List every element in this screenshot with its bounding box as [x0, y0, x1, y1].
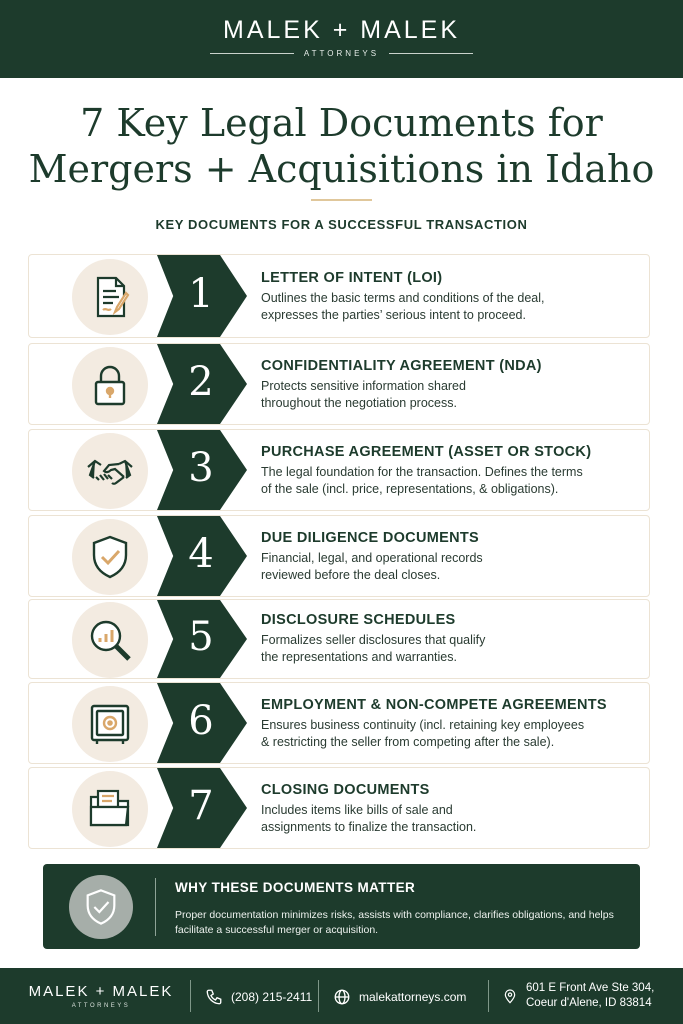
why-divider — [155, 878, 156, 936]
brand-subtitle: ATTORNEYS — [303, 48, 380, 58]
document-desc-6: Ensures business continuity (incl. retaining key employees & restricting the seller from competing after the sale). — [261, 718, 585, 749]
document-title-5: DISCLOSURE SCHEDULES — [261, 612, 456, 628]
document-desc-5: Formalizes seller disclosures that qualify the representations and warranties. — [261, 633, 486, 664]
safe-icon — [72, 686, 148, 762]
document-card-4 — [28, 515, 650, 597]
footer-brand — [26, 983, 176, 1009]
document-number-4: 4 — [188, 531, 214, 577]
globe-icon — [333, 988, 351, 1006]
footer-separator — [488, 980, 489, 1012]
document-desc-4: Financial, legal, and operational records reviewed before the deal closes. — [261, 551, 483, 582]
phone-icon — [205, 988, 223, 1006]
brand-rule-right — [389, 53, 473, 54]
folder-icon — [72, 771, 148, 847]
handshake-icon — [72, 433, 148, 509]
document-number-6: 6 — [188, 698, 214, 744]
document-desc-2: Protects sensitive information shared throughout the negotiation process. — [261, 379, 466, 410]
document-card-7 — [28, 767, 650, 849]
document-number-2: 2 — [188, 359, 214, 405]
footer-website[interactable] — [333, 988, 466, 1006]
shield-check-icon — [72, 519, 148, 595]
document-title-4: DUE DILIGENCE DOCUMENTS — [261, 530, 479, 546]
document-desc-3: The legal foundation for the transaction. Defines the terms of the sale (incl. price, representations, & obligations). — [261, 465, 583, 496]
footer-phone[interactable] — [205, 988, 312, 1006]
why-documents-matter-box — [43, 864, 640, 949]
footer-separator — [318, 980, 319, 1012]
document-desc-7: Includes items like bills of sale and assignments to finalize the transaction. — [261, 803, 477, 834]
brand-rule-left — [210, 53, 294, 54]
brand-name: MALEK + MALEK — [223, 16, 460, 44]
document-title-6: EMPLOYMENT & NON-COMPETE AGREEMENTS — [261, 697, 607, 713]
brand-sub-row — [210, 47, 473, 59]
document-card-3 — [28, 429, 650, 511]
why-text: Proper documentation minimizes risks, assists with compliance, clarifies obligations, and helps facilitate a successful merger or acquisition. — [175, 909, 614, 936]
footer-brand-subtitle: ATTORNEYS — [71, 1003, 131, 1009]
document-title-7: CLOSING DOCUMENTS — [261, 782, 430, 798]
document-desc-1: Outlines the basic terms and conditions of the deal, expresses the parties’ serious intent to proceed. — [261, 291, 545, 322]
footer-separator — [190, 980, 191, 1012]
magnifier-chart-icon — [72, 602, 148, 678]
footer-bar — [0, 968, 683, 1024]
document-title-3: PURCHASE AGREEMENT (ASSET OR STOCK) — [261, 444, 592, 460]
document-card-2 — [28, 343, 650, 425]
document-card-5 — [28, 599, 650, 679]
why-title: WHY THESE DOCUMENTS MATTER — [175, 880, 416, 895]
document-number-5: 5 — [188, 614, 214, 660]
title-line-2: Mergers + Acquisitions in Idaho — [28, 147, 655, 191]
shield-check-icon — [69, 875, 133, 939]
document-card-1 — [28, 254, 650, 338]
section-subtitle: KEY DOCUMENTS FOR A SUCCESSFUL TRANSACTION — [155, 217, 528, 232]
page-title — [0, 100, 683, 192]
padlock-icon — [72, 347, 148, 423]
document-title-2: CONFIDENTIALITY AGREEMENT (NDA) — [261, 358, 542, 374]
document-card-6 — [28, 682, 650, 764]
document-title-1: LETTER OF INTENT (LOI) — [261, 270, 443, 286]
location-pin-icon — [502, 987, 518, 1005]
footer-website-text: malekattorneys.com — [359, 990, 467, 1004]
document-number-1: 1 — [188, 271, 214, 317]
title-line-1: 7 Key Legal Documents for — [80, 101, 603, 145]
footer-brand-name: MALEK + MALEK — [28, 983, 174, 1000]
footer-address-line-2: Coeur d'Alene, ID 83814 — [526, 997, 652, 1009]
footer-address — [502, 981, 654, 1011]
top-header-bar — [0, 0, 683, 78]
document-number-3: 3 — [188, 445, 214, 491]
document-number-7: 7 — [188, 783, 214, 829]
footer-address-line-1: 601 E Front Ave Ste 304, — [526, 982, 655, 994]
footer-phone-text: (208) 215-2411 — [231, 990, 313, 1004]
document-pen-icon — [72, 259, 148, 335]
title-divider — [311, 199, 372, 201]
